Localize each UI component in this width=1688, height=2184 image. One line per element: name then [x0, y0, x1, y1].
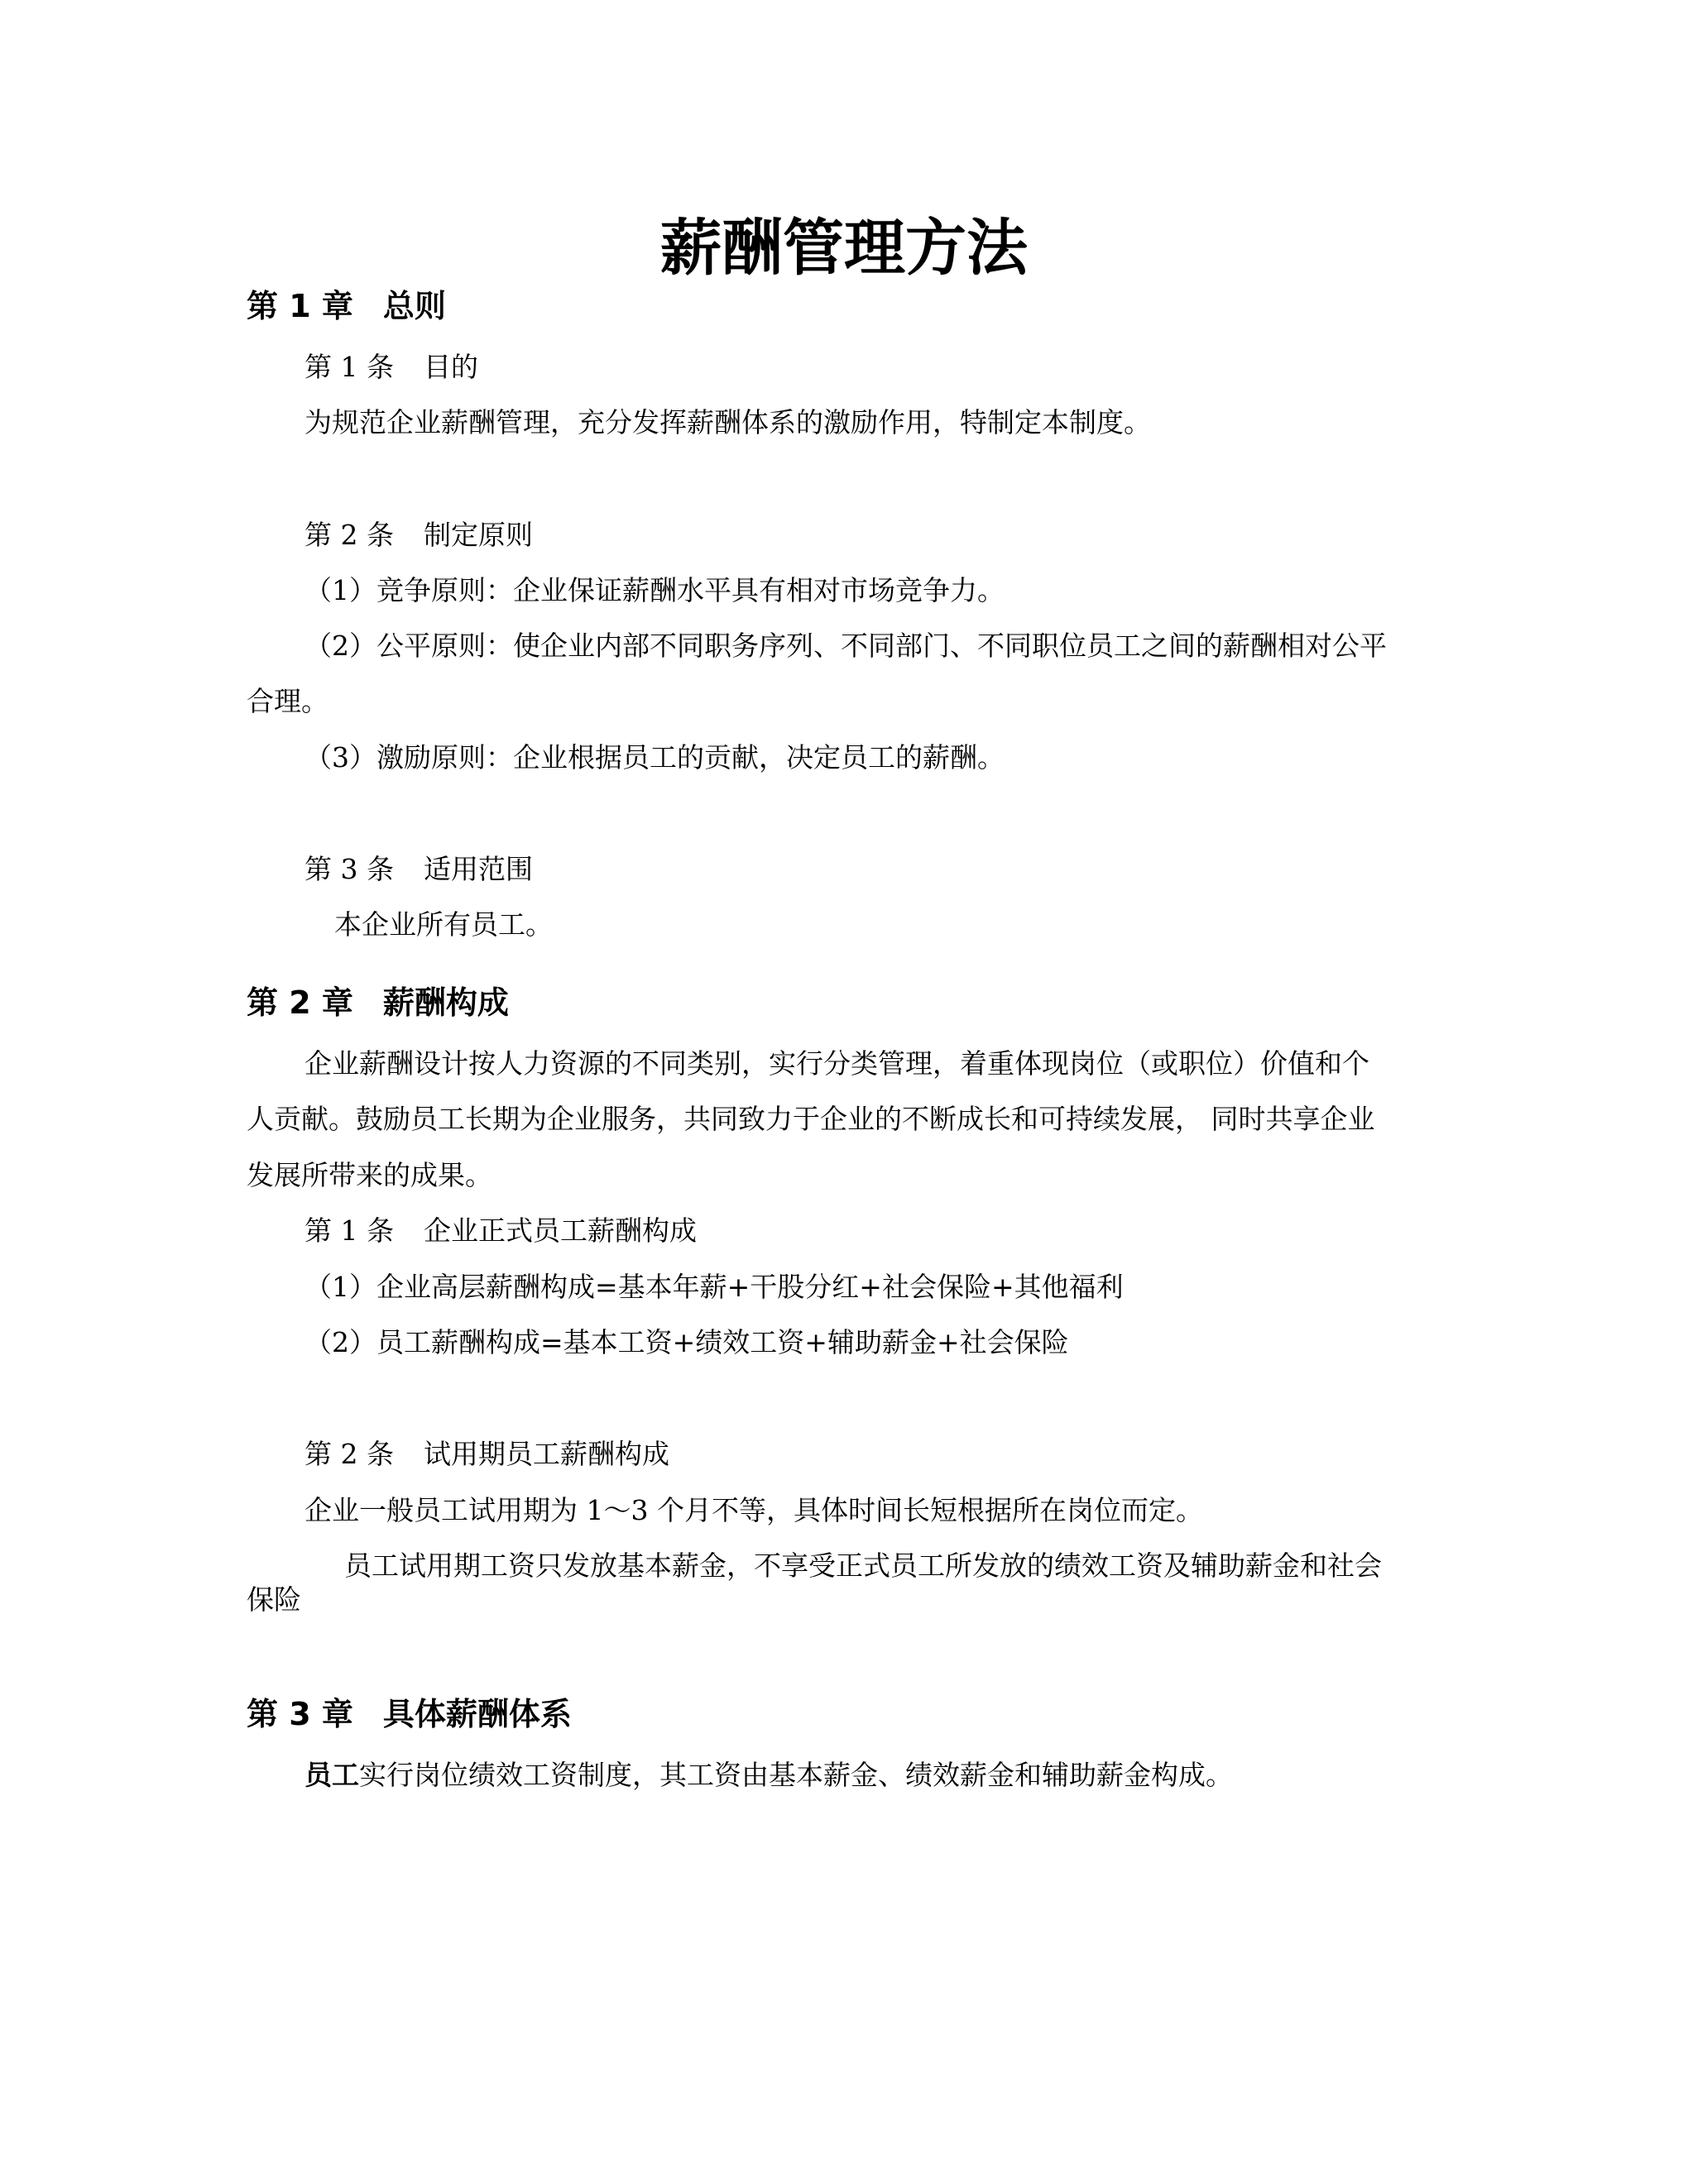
- list-item: （2）员工薪酬构成=基本工资+绩效工资+辅助薪金+社会保险: [305, 1326, 1069, 1358]
- chapter-title: 总则: [382, 288, 446, 324]
- bold-term: 员工: [305, 1759, 359, 1791]
- list-item: （1）企业高层薪酬构成=基本年薪+干股分红+社会保险+其他福利: [305, 1271, 1124, 1303]
- chapter-number: 第 2 章: [247, 984, 353, 1021]
- paragraph-text: 实行岗位绩效工资制度，其工资由基本薪金、绩效薪金和辅助薪金构成。: [359, 1759, 1233, 1791]
- paragraph: 发展所带来的成果。: [247, 1159, 492, 1191]
- article-title: 企业正式员工薪酬构成: [423, 1214, 697, 1247]
- paragraph: 员工试用期工资只发放基本薪金，不享受正式员工所发放的绩效工资及辅助薪金和社会: [344, 1549, 1382, 1582]
- chapter-1-heading: [247, 285, 446, 327]
- article-number: 第 1 条: [305, 351, 394, 383]
- paragraph: 本企业所有员工。: [334, 908, 553, 941]
- list-item: （1）竞争原则：企业保证薪酬水平具有相对市场竞争力。: [305, 574, 1005, 606]
- article-title: 目的: [423, 351, 478, 383]
- list-item-continuation: 合理。: [247, 685, 328, 717]
- paragraph: [305, 1758, 1233, 1793]
- paragraph: 企业一般员工试用期为 1～3 个月不等，具体时间长短根据所在岗位而定。: [305, 1494, 1203, 1526]
- document-title: 薪酬管理方法: [660, 213, 1028, 284]
- article-heading: [305, 852, 533, 887]
- article-number: 第 2 条: [305, 1438, 394, 1470]
- article-heading: [305, 1437, 669, 1472]
- paragraph: 为规范企业薪酬管理，充分发挥薪酬体系的激励作用，特制定本制度。: [305, 406, 1151, 438]
- article-title: 适用范围: [423, 853, 533, 885]
- paragraph: 人贡献。鼓励员工长期为企业服务，共同致力于企业的不断成长和可持续发展， 同时共享企业: [247, 1103, 1375, 1135]
- article-title: 制定原则: [423, 519, 533, 551]
- article-heading: [305, 350, 478, 385]
- paragraph: 企业薪酬设计按人力资源的不同类别，实行分类管理，着重体现岗位（或职位）价值和个: [305, 1047, 1369, 1080]
- chapter-number: 第 3 章: [247, 1696, 353, 1732]
- paragraph-continuation: 保险: [247, 1583, 301, 1616]
- chapter-3-heading: [247, 1693, 572, 1735]
- article-number: 第 3 条: [305, 853, 394, 885]
- article-number: 第 2 条: [305, 519, 394, 551]
- article-number: 第 1 条: [305, 1214, 394, 1247]
- chapter-title: 具体薪酬体系: [382, 1696, 572, 1732]
- chapter-title: 薪酬构成: [382, 984, 509, 1021]
- list-item: （3）激励原则：企业根据员工的贡献，决定员工的薪酬。: [305, 741, 1005, 774]
- article-heading: [305, 1214, 697, 1248]
- article-title: 试用期员工薪酬构成: [423, 1438, 669, 1470]
- article-heading: [305, 518, 533, 553]
- chapter-2-heading: [247, 982, 509, 1023]
- list-item: （2）公平原则：使企业内部不同职务序列、不同部门、不同职位员工之间的薪酬相对公平: [305, 630, 1387, 662]
- chapter-number: 第 1 章: [247, 288, 353, 324]
